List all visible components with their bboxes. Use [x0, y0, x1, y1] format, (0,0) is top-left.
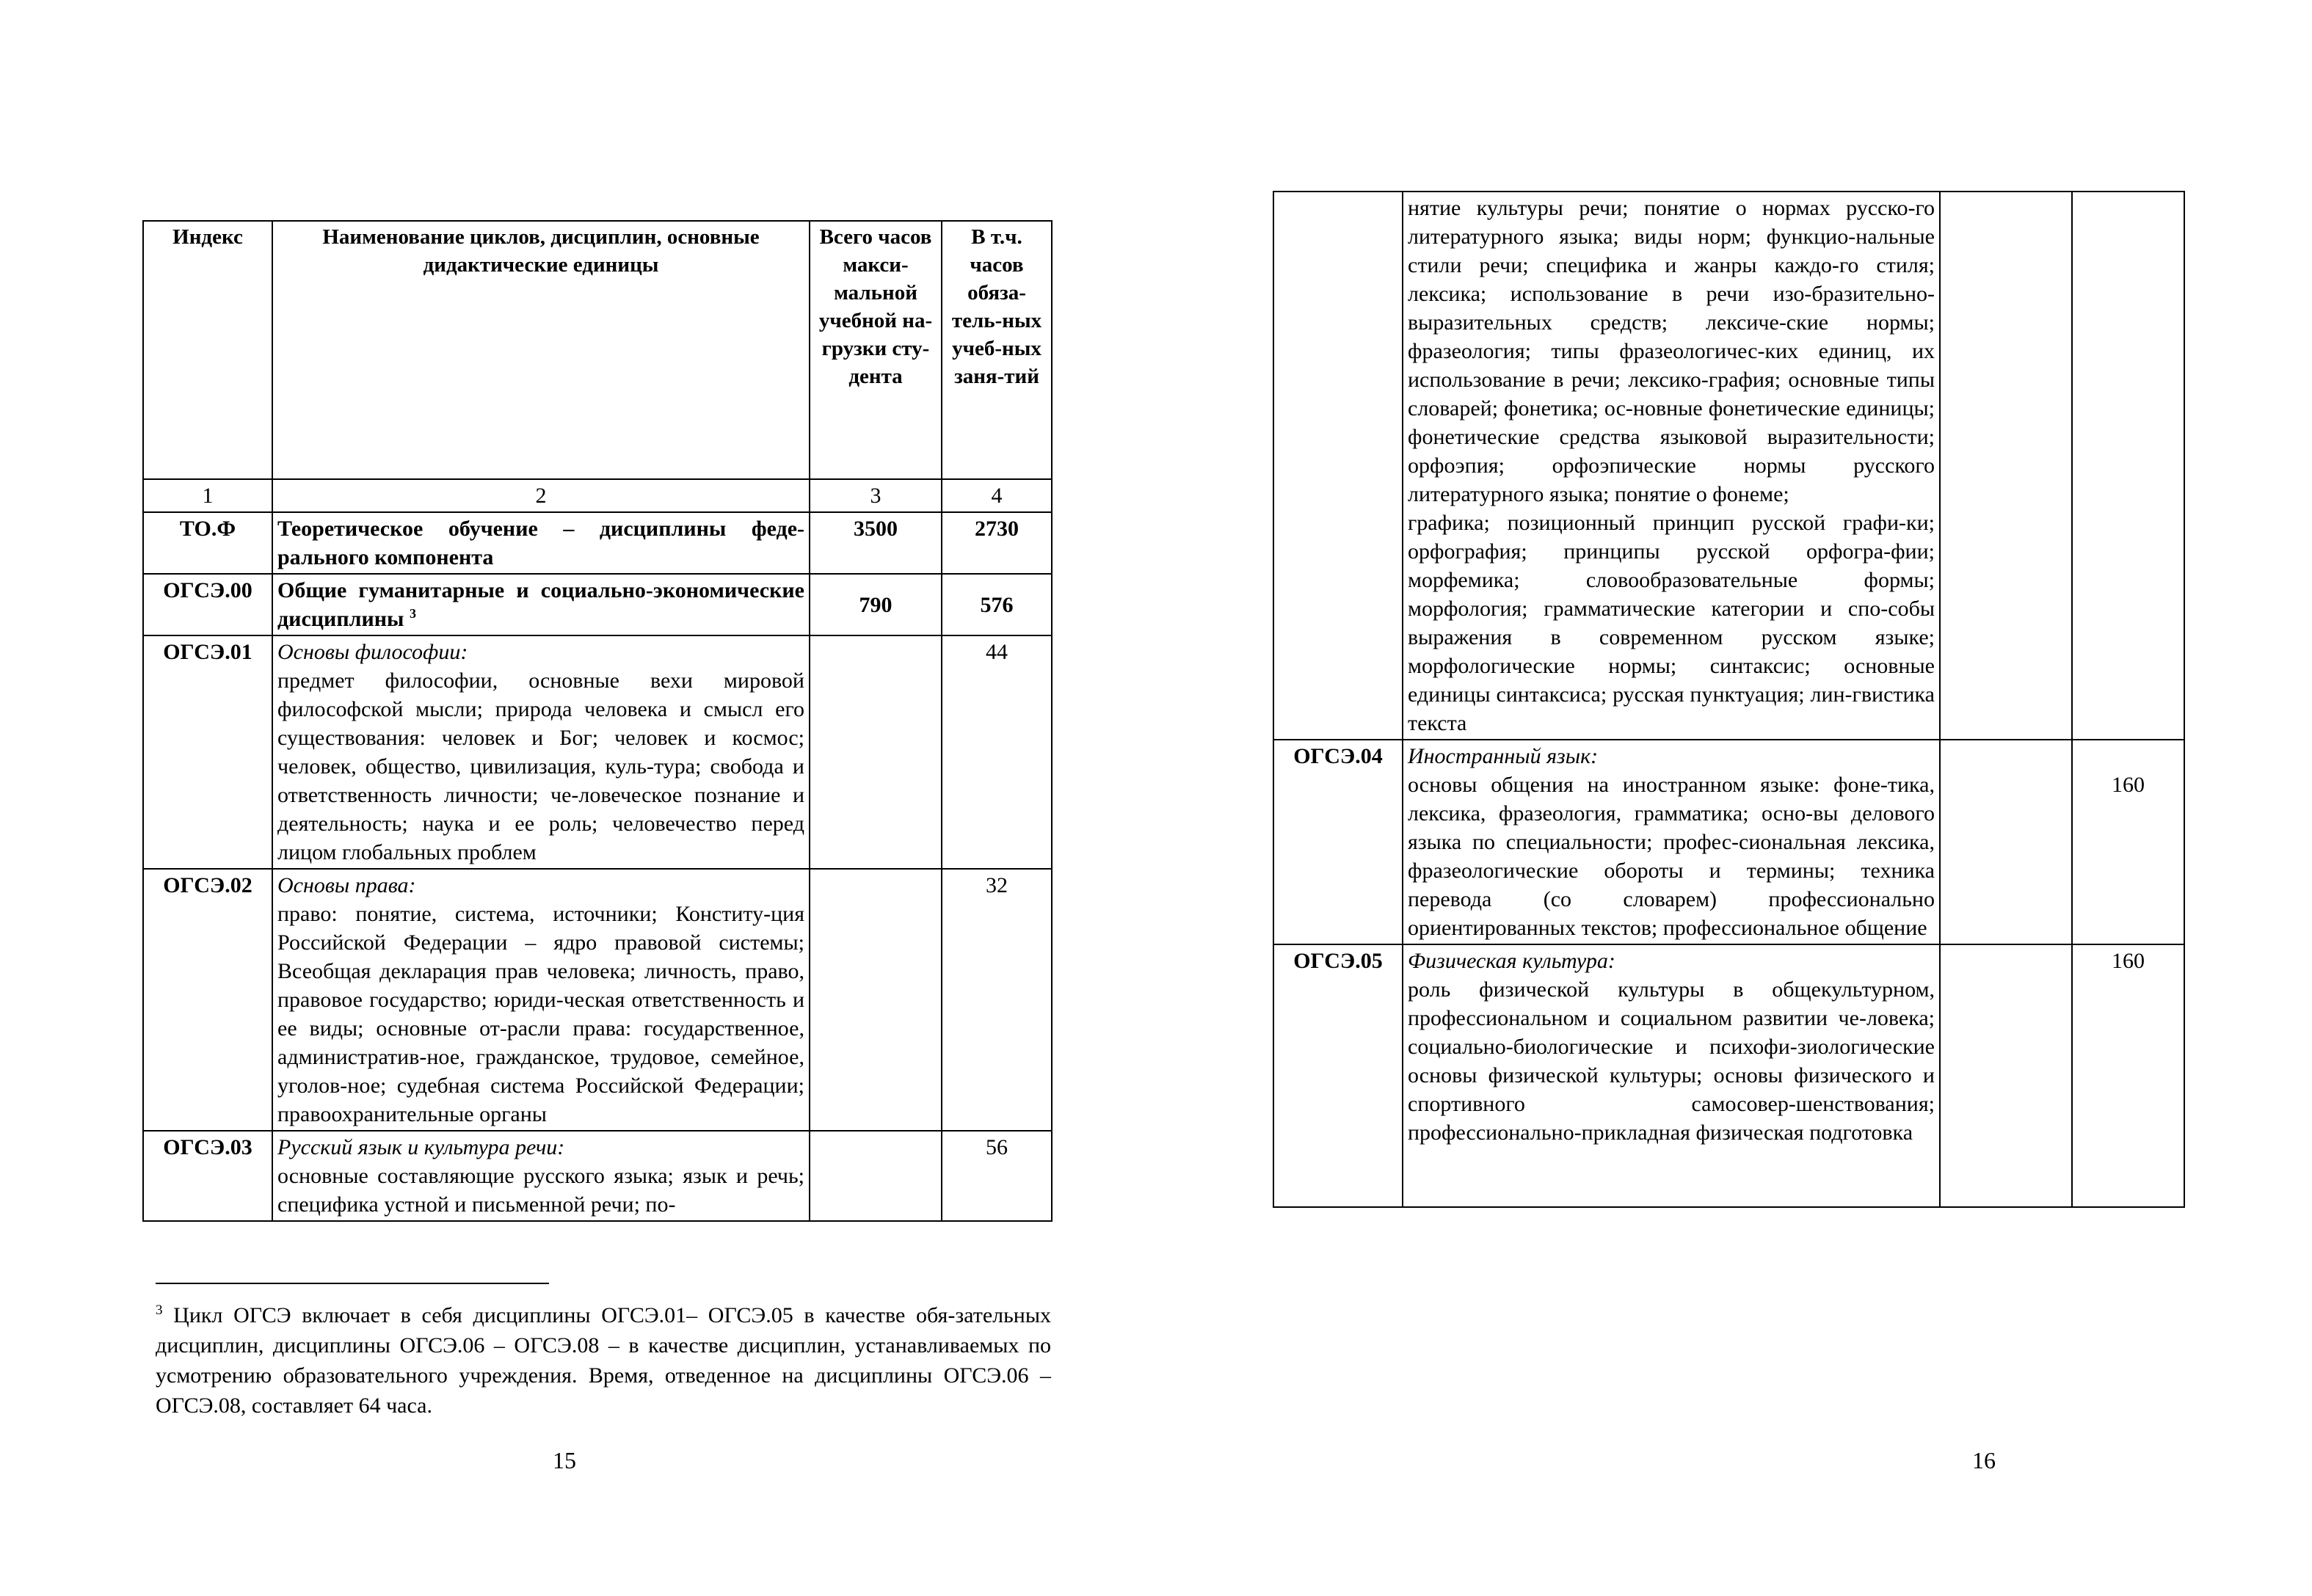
row-description — [272, 635, 810, 869]
discipline-content: основные составляющие русского языка; язык и речь; специфика устной и письменной речи; по- — [277, 1164, 804, 1217]
discipline-content: основы общения на иностранном языке: фоне-тика, лексика, фразеология, грамматика; осно-вы делового языка по специальности; профес-сиональная лексика, фразеологические обороты и термины; техника перевода (со словарем) профессионально ориентированных текстов; профессиональное общение — [1408, 773, 1935, 940]
table-row — [1273, 944, 2184, 1207]
footnote-text: Цикл ОГСЭ включает в себя дисциплины ОГСЭ.01– ОГСЭ.05 в качестве обя-зательных дисциплин, дисциплины ОГСЭ.06 – ОГСЭ.08 – в качестве дисциплин, устанавливаемых по усмотрению образовательного учреждения. Время, отведенное на дисциплины ОГСЭ.06 – ОГСЭ.08, составляет 64 часа. — [156, 1303, 1051, 1418]
discipline-content: предмет философии, основные вехи мировой философской мысли; природа человека и смысл его существования: человек и Бог; человек и космос; человек, общество, цивилизация, куль-тура; свобода и ответственность личности; че-ловеческое познание и деятельность; наука и ее роль; человечество перед лицом глобальных проблем — [277, 668, 804, 864]
row-description — [272, 869, 810, 1131]
discipline-title: Русский язык и культура речи: — [277, 1135, 565, 1159]
row-index — [1273, 192, 1403, 740]
discipline-title: Физическая культура: — [1408, 949, 1615, 973]
curriculum-table-left — [142, 220, 1053, 1222]
row-classroom-hours: 44 — [942, 635, 1052, 869]
table-row — [143, 635, 1052, 869]
row-index: ОГСЭ.00 — [143, 574, 272, 635]
row-classroom-hours: 56 — [942, 1131, 1052, 1221]
footnote-separator — [156, 1283, 549, 1284]
page-16 — [1156, 0, 2312, 1596]
footnote-mark: 3 — [156, 1302, 163, 1318]
header-name: Наименование циклов, дисциплин, основные дидактические единицы — [272, 221, 810, 479]
row-description — [272, 1131, 810, 1221]
footnote-ref[interactable]: 3 — [409, 606, 416, 621]
table-row — [143, 869, 1052, 1131]
header-index: Индекс — [143, 221, 272, 479]
row-description — [1403, 192, 1940, 740]
header-total-hours: Всего часов макси-мальной учебной на-грузки сту-дента — [810, 221, 942, 479]
footnote — [156, 1300, 1051, 1421]
row-index: ОГСЭ.04 — [1273, 740, 1403, 944]
row-description — [1403, 944, 1940, 1207]
discipline-content: право: понятие, система, источники; Конститу-ция Российской Федерации – ядро правовой системы; Всеобщая декларация прав человека; личность, право, правовое государство; юриди-ческая ответственность и ее виды; основные от-расли права: государственное, административ-ное, гражданское, трудовое, семейное, уголов-ное; судебная система Российской Федерации; правоохранительные органы — [277, 902, 804, 1126]
row-total-hours: 790 — [810, 574, 942, 635]
column-number-row — [143, 479, 1052, 512]
row-total-hours — [1940, 192, 2072, 740]
row-classroom-hours — [2072, 192, 2184, 740]
discipline-title: Иностранный язык: — [1408, 744, 1599, 768]
row-total-hours — [810, 635, 942, 869]
table-row — [143, 512, 1052, 574]
discipline-title: Основы права: — [277, 873, 416, 897]
row-index: ОГСЭ.01 — [143, 635, 272, 869]
table-row — [143, 1131, 1052, 1221]
discipline-content: роль физической культуры в общекультурном, профессиональном и социальном развитии че-ловека; социально-биологические и психофи-зиологические основы физической культуры; основы физического и спортивного самосовер-шенствования; профессионально-прикладная физическая подготовка — [1408, 977, 1935, 1145]
row-name — [272, 574, 810, 635]
discipline-title: Основы философии: — [277, 640, 468, 664]
row-total-hours: 3500 — [810, 512, 942, 574]
row-index: ОГСЭ.03 — [143, 1131, 272, 1221]
row-index: ТО.Ф — [143, 512, 272, 574]
row-index: ОГСЭ.02 — [143, 869, 272, 1131]
table-row — [143, 574, 1052, 635]
row-total-hours — [810, 869, 942, 1131]
row-classroom-hours: 160 — [2072, 944, 2184, 1207]
row-name-text: Общие гуманитарные и социально-экономические дисциплины — [277, 578, 804, 631]
row-total-hours — [1940, 740, 2072, 944]
row-classroom-hours: 32 — [942, 869, 1052, 1131]
col-number: 4 — [942, 479, 1052, 512]
row-total-hours — [810, 1131, 942, 1221]
col-number: 1 — [143, 479, 272, 512]
discipline-content: нятие культуры речи; понятие о нормах русско-го литературного языка; виды норм; функцио-нальные стили речи; специфика и жанры каждо-го стиля; лексика; использование в речи изо-бразительно-выразительных средств; лексиче-ские нормы; фразеология; типы фразеологичес-ких единиц, их использование в речи; лексико-графия; основные типы словарей; фонетика; ос-новные фонетические единицы; фонетические средства языковой выразительности; орфоэпия; орфоэпические нормы русского литературного языка; понятие о фонеме; — [1408, 196, 1935, 506]
page-number: 16 — [1972, 1447, 1996, 1473]
row-classroom-hours: 576 — [942, 574, 1052, 635]
header-classroom-hours: В т.ч. часов обяза-тель-ных учеб-ных заня-тий — [942, 221, 1052, 479]
row-total-hours — [1940, 944, 2072, 1207]
row-classroom-hours: 160 — [2072, 740, 2184, 944]
row-description — [1403, 740, 1940, 944]
col-number: 2 — [272, 479, 810, 512]
discipline-content-continued: графика; позиционный принцип русской графи-ки; орфография; принципы русской орфогра-фии; морфемика; словообразовательные формы; морфология; грамматические категории и спо-собы выражения в современном русском языке; морфологические нормы; синтаксис; основные единицы синтаксиса; русская пунктуация; лин-гвистика текста — [1408, 511, 1935, 735]
curriculum-table-right — [1273, 191, 2185, 1208]
table-row — [1273, 192, 2184, 740]
header-row — [143, 221, 1052, 479]
row-name: Теоретическое обучение – дисциплины феде-рального компонента — [272, 512, 810, 574]
col-number: 3 — [810, 479, 942, 512]
page-number: 15 — [553, 1447, 576, 1473]
row-classroom-hours: 2730 — [942, 512, 1052, 574]
table-row — [1273, 740, 2184, 944]
row-index: ОГСЭ.05 — [1273, 944, 1403, 1207]
